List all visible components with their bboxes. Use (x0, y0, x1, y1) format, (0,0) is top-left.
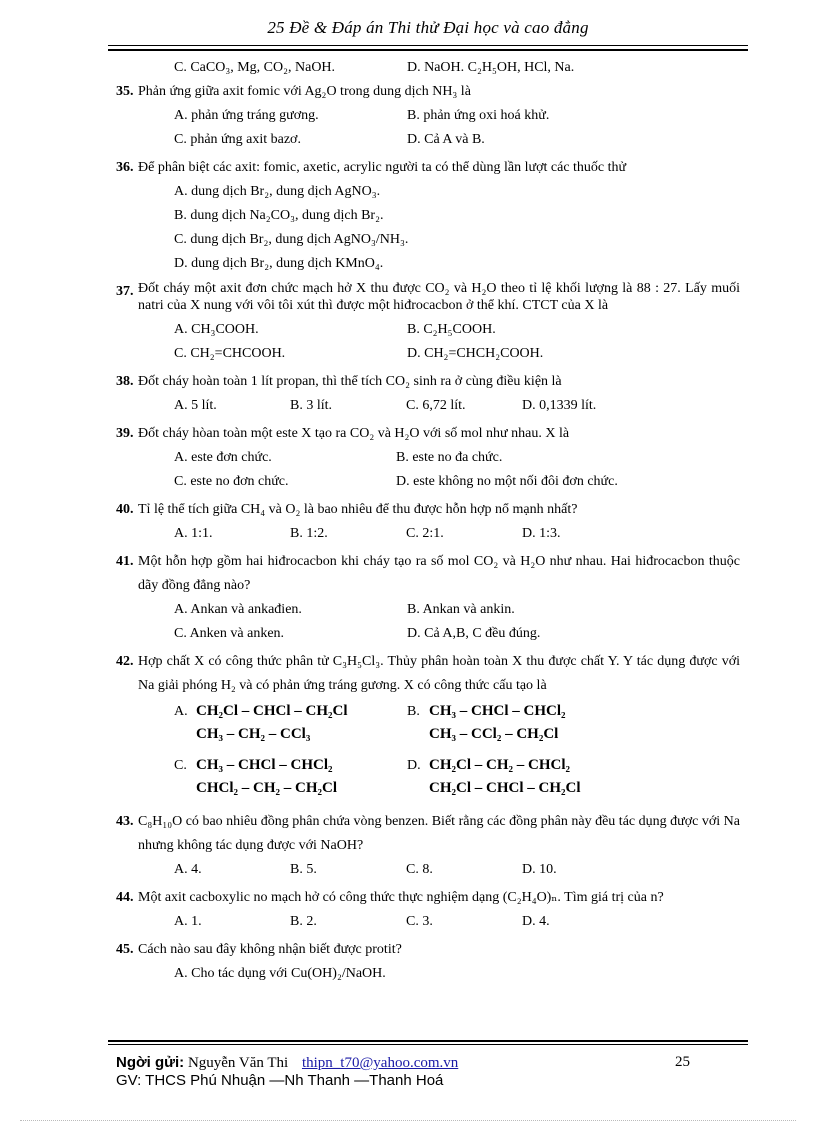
option-c: C. 2:1. (406, 526, 444, 541)
question-text: Đốt cháy hòan toàn một este X tạo ra CO₂ và H₂O với số mol như nhau. X là (138, 426, 570, 441)
formula-d-1: CH₂Cl – CH₂ – CHCl₂ (429, 757, 570, 773)
question-45 (116, 938, 740, 986)
question-number: 37. (116, 284, 134, 299)
option-a: A. 1. (174, 914, 202, 929)
option-b: B. phản ứng oxi hoá khử. (407, 108, 550, 123)
option-a: A. 5 lít. (174, 398, 217, 413)
question-36 (116, 156, 740, 276)
option-a: A. CH₃COOH. (174, 322, 259, 337)
option-b: B. Ankan và ankin. (407, 602, 515, 617)
sender-name: Nguyễn Văn Thi (187, 1055, 289, 1071)
formula-row-ab (116, 700, 740, 746)
option-a: A. phản ứng tráng gương. (174, 108, 319, 123)
option-c: C. este no đơn chức. (174, 474, 289, 489)
formula-row-cd (116, 754, 740, 800)
option-a-label: A. (174, 704, 188, 719)
formula-b-1: CH₃ – CHCl – CHCl₂ (429, 703, 566, 719)
page-bottom-dotted-rule (20, 1120, 796, 1121)
page-number: 25 (675, 1054, 690, 1070)
question-text: Hợp chất X có công thức phân tử C₃H₅Cl₃. Thủy phân hoàn toàn X thu được chất Y. Y tác dụng được với Na giải phóng H₂ và có phản ứng tráng gương. X có công thức cấu tạo là (138, 654, 740, 693)
footer-school: GV: THCS Phú Nhuận —Nh Thanh —Thanh Hoá (116, 1072, 444, 1089)
option-b: B. este no đa chức. (396, 450, 503, 465)
formula-a-2: CH₃ – CH₂ – CCl₃ (196, 726, 311, 742)
question-text: C₈H₁₀O có bao nhiêu đồng phân chứa vòng benzen. Biết rằng các đồng phân này đều tác dụng được với Na nhưng không tác dụng được với NaOH? (138, 814, 740, 853)
option-b: B. 2. (290, 914, 317, 929)
question-text: Đốt cháy hoàn toàn 1 lít propan, thì thể tích CO₂ sinh ra ở cùng điều kiện là (138, 374, 562, 389)
q34-options-tail (116, 56, 740, 80)
formula-a-1: CH₂Cl – CHCl – CH₂Cl (196, 703, 348, 719)
option-c: C. dung dịch Br₂, dung dịch AgNO₃/NH₃. (174, 232, 409, 247)
question-number: 39. (116, 426, 134, 441)
question-number: 35. (116, 84, 134, 99)
question-text: Một axit cacboxylic no mạch hở có công thức thực nghiệm dạng (C₂H₄O)ₙ. Tìm giá trị của n? (138, 890, 664, 905)
option-b: B. C₂H₅COOH. (407, 322, 496, 337)
header-rule-thin (108, 45, 748, 46)
option-d-label: D. (407, 758, 421, 773)
option-a: A. Cho tác dụng với Cu(OH)₂/NaOH. (174, 966, 386, 981)
question-text: Phản ứng giữa axit fomic với Ag₂O trong dung dịch NH₃ là (138, 84, 471, 99)
question-number: 36. (116, 160, 134, 175)
option-b-label: B. (407, 704, 420, 719)
sender-label: Ngời gửi: (116, 1054, 185, 1071)
exam-content (116, 56, 740, 990)
question-number: 42. (116, 654, 134, 669)
question-41 (116, 550, 740, 646)
option-c: C. Anken và anken. (174, 626, 285, 641)
question-number: 40. (116, 502, 134, 517)
option-a: A. dung dịch Br₂, dung dịch AgNO₃. (174, 184, 381, 199)
option-d: D. 0,1339 lít. (522, 398, 597, 413)
option-a: A. 4. (174, 862, 202, 877)
formula-c-1: CH₃ – CHCl – CHCl₂ (196, 757, 333, 773)
option-c: C. phản ứng axit bazơ. (174, 132, 301, 147)
option-b: B. 3 lít. (290, 398, 333, 413)
option-d: D. 10. (522, 862, 557, 877)
question-number: 44. (116, 890, 134, 905)
option-c: C. CH₂=CHCOOH. (174, 346, 286, 361)
formula-c-2: CHCl₂ – CH₂ – CH₂Cl (196, 780, 337, 796)
option-a: A. Ankan và ankađien. (174, 602, 302, 617)
option-c-label: C. (174, 758, 187, 773)
footer-sender-line (116, 1054, 740, 1072)
question-text: Đốt cháy một axit đơn chức mạch hở X thu được CO₂ và H₂O theo tỉ lệ khối lượng là 88 : 27. Lấy muối natri của X nung với vôi tôi xút thì được một hiđrocacbon ở thể khí. CTCT của X là (138, 281, 740, 313)
question-40 (116, 498, 740, 546)
question-number: 45. (116, 942, 134, 957)
option-d: D. Cả A,B, C đều đúng. (407, 626, 541, 641)
question-39 (116, 422, 740, 494)
page-header-title: 25 Đề & Đáp án Thi thử Đại học và cao đẳng (267, 18, 589, 37)
option-d: D. CH₂=CHCH₂COOH. (407, 346, 544, 361)
option-c: C. CaCO₃, Mg, CO₂, NaOH. (174, 60, 336, 75)
option-a: A. este đơn chức. (174, 450, 272, 465)
footer-rule-thin (108, 1044, 748, 1045)
question-text: Cách nào sau đây không nhận biết được protit? (138, 942, 402, 957)
question-text: Để phân biệt các axit: fomic, axetic, acrylic người ta có thể dùng lần lượt các thuốc thử (138, 160, 627, 175)
question-text: Tỉ lệ thể tích giữa CH₄ và O₂ là bao nhiêu để thu được hỗn hợp nổ mạnh nhất? (138, 502, 578, 517)
option-a: A. 1:1. (174, 526, 213, 541)
option-b: B. 1:2. (290, 526, 328, 541)
footer-rule-thick (108, 1040, 748, 1042)
option-b: B. dung dịch Na₂CO₃, dung dịch Br₂. (174, 208, 384, 223)
sender-email-link[interactable]: thipn_t70@yahoo.com.vn (301, 1055, 459, 1071)
option-d: D. Cả A và B. (407, 132, 485, 147)
option-c: C. 8. (406, 862, 433, 877)
header-rule-thick (108, 49, 748, 51)
option-c: C. 6,72 lít. (406, 398, 466, 413)
question-37 (116, 280, 740, 366)
question-text: Một hỗn hợp gồm hai hiđrocacbon khi cháy tạo ra số mol CO₂ và H₂O như nhau. Hai hiđrocacbon thuộc dãy đồng đẳng nào? (138, 554, 740, 593)
option-b: B. 5. (290, 862, 317, 877)
question-number: 43. (116, 814, 134, 829)
question-44 (116, 886, 740, 934)
option-d: D. NaOH. C₂H₅OH, HCl, Na. (407, 60, 575, 75)
option-d: D. 1:3. (522, 526, 561, 541)
option-d: D. 4. (522, 914, 550, 929)
question-42 (116, 650, 740, 800)
formula-d-2: CH₂Cl – CHCl – CH₂Cl (429, 780, 581, 796)
question-35 (116, 80, 740, 152)
option-d: D. dung dịch Br₂, dung dịch KMnO₄. (174, 256, 384, 271)
question-number: 38. (116, 374, 134, 389)
question-43 (116, 810, 740, 882)
question-number: 41. (116, 554, 134, 569)
question-38 (116, 370, 740, 418)
option-c: C. 3. (406, 914, 433, 929)
option-d: D. este không no một nối đôi đơn chức. (396, 474, 618, 489)
formula-b-2: CH₃ – CCl₂ – CH₂Cl (429, 726, 559, 742)
